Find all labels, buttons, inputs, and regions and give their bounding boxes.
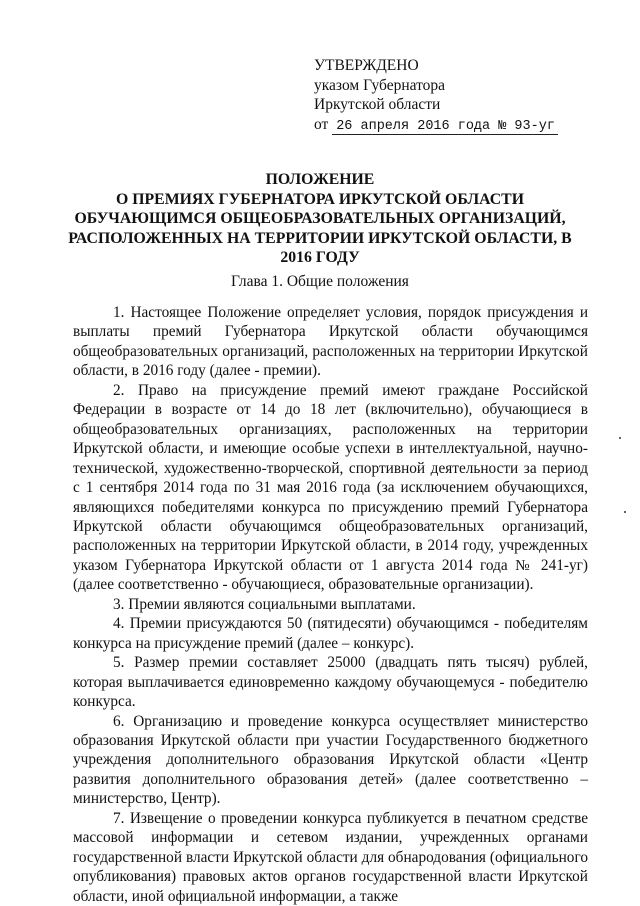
paragraph-4: 4. Премии присуждаются 50 (пятидесяти) обучающимся - победителям конкурса на присуждение премий (далее – конкурс). xyxy=(73,615,588,652)
approval-date-prefix: от xyxy=(314,115,329,133)
paragraph-1: 1. Настоящее Положение определяет условия, порядок присуждения и выплаты премий Губернатора Иркутской области обучающимся общеобразовательных организаций, расположенных на территории Иркутской области, в 2016 году (далее - премии). xyxy=(73,304,588,380)
title-line: ПОЛОЖЕНИЕ xyxy=(265,171,375,188)
approval-date-number: 26 апреля 2016 года № 93-уг xyxy=(332,119,558,135)
approval-date-line xyxy=(314,115,614,137)
approval-region: Иркутской области xyxy=(314,96,441,113)
title-line: О ПРЕМИЯХ ГУБЕРНАТОРА ИРКУТСКОЙ ОБЛАСТИ xyxy=(115,190,524,208)
paragraph-5: 5. Размер премии составляет 25000 (двадцать пять тысяч) рублей, которая выплачивается единовременно каждому обучающемуся - победителю конкурса. xyxy=(73,654,588,711)
title-line: 2016 ГОДУ xyxy=(280,249,360,266)
paragraph-2: 2. Право на присуждение премий имеют граждане Российской Федерации в возрасте от 14 до 18 лет (включительно), обучающиеся в общеобразовательных организациях, расположенных на территории Иркутской области, и имеющие особые успехи в интеллектуальной, научно-технической, художественно-творческой, спортивной деятельности за период с 1 сентября 2014 года по 31 мая 2016 года (за исключением обучающихся, являющихся победителями конкурса по присуждению премий Губернатора Иркутской области обучающимся общеобразовательных организаций, расположенных на территории Иркутской области, в 2014 году, учрежденных указом Губернатора Иркутской области от 1 августа 2014 года № 241-уг) (далее соответственно - обучающиеся, образовательные организации). xyxy=(73,381,588,594)
approval-heading: УТВЕРЖДЕНО xyxy=(314,57,419,74)
document-body xyxy=(73,303,588,906)
scan-speck xyxy=(619,437,621,439)
title-line: РАСПОЛОЖЕННЫХ НА ТЕРРИТОРИИ ИРКУТСКОЙ ОБЛАСТИ, В xyxy=(68,229,572,247)
scan-speck xyxy=(624,511,626,513)
document-title xyxy=(60,170,580,268)
title-line: ОБУЧАЮЩИМСЯ ОБЩЕОБРАЗОВАТЕЛЬНЫХ ОРГАНИЗАЦИЙ, xyxy=(74,210,566,227)
paragraph-6: 6. Организацию и проведение конкурса осуществляет министерство образования Иркутской области при участии Государственного бюджетного учреждения дополнительного образования Иркутской области «Центр развития дополнительного образования детей» (далее соответственно – министерство, Центр). xyxy=(73,712,588,808)
chapter-heading: Глава 1. Общие положения xyxy=(231,273,409,290)
paragraph-3: 3. Премии являются социальными выплатами. xyxy=(113,595,416,613)
approval-stamp xyxy=(314,56,614,136)
approval-decree: указом Губернатора xyxy=(314,76,446,94)
paragraph-7: 7. Извещение о проведении конкурса публикуется в печатном средстве массовой информации и сетевом издании, учрежденных органами государственной власти Иркутской области для обнародования (официального опубликования) правовых актов органов государственной власти Иркутской области, иной официальной информации, а также xyxy=(73,809,588,905)
